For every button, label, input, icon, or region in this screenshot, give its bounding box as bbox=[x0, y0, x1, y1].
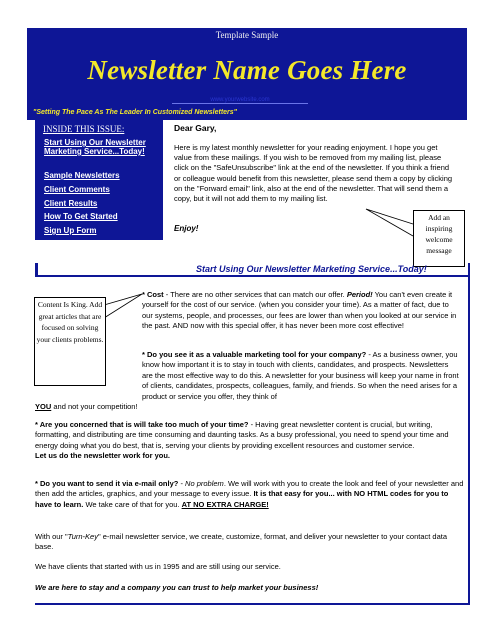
no-problem: No problem bbox=[185, 479, 224, 488]
time-text: - Having great newsletter content is crucial, but writing, formatting, and distributing are time consuming and daunting tasks. As a busy professional, you need to spend your time and energy doing what you do best, that is, serving your clients by providing excellent resources and customer service. bbox=[35, 420, 449, 450]
cost-paragraph bbox=[142, 290, 460, 332]
time-paragraph bbox=[35, 420, 465, 462]
turnkey-italic: Turn-Key bbox=[67, 532, 98, 541]
time-lead: * Are you concerned that is will take too much of your time? bbox=[35, 420, 249, 429]
toc-link-sign-up-form[interactable]: Sign Up Form bbox=[44, 226, 97, 235]
bottom-rule bbox=[35, 603, 470, 605]
cost-lead: * Cost bbox=[142, 290, 164, 299]
intro-paragraph: Here is my latest monthly newsletter for your reading enjoyment. I hope you get value from these mailings. If you wish to be removed from my mailing list, please click on the "SafeUnsubscribe" link at the end of the newsletter. If you think a friend or colleague would benefit from this newsletter, please send them a copy by clicking on the "Forward email" link, also at the end of the newsletter. That will send them a copy, but it will not add them to my mailing list. bbox=[174, 143, 453, 204]
toc-link-newsletter-service[interactable]: Start Using Our Newsletter Marketing Service...Today! bbox=[44, 138, 146, 156]
closing-paragraph: We are here to stay and a company you can trust to help market your business! bbox=[35, 583, 319, 592]
turnkey-text-2: " e-mail newsletter service, we create, customize, format, and deliver your newsletter to your contact data base. bbox=[35, 532, 448, 552]
turnkey-text-1: With our " bbox=[35, 532, 68, 541]
email-paragraph bbox=[35, 479, 465, 510]
email-text-2: We take care of that for you. bbox=[83, 499, 182, 509]
section-rule bbox=[35, 275, 470, 277]
newsletter-title: Newsletter Name Goes Here bbox=[87, 55, 407, 85]
welcome-callout: Add an inspiring welcome message bbox=[413, 210, 465, 267]
greeting: Dear Gary, bbox=[174, 123, 217, 133]
article-heading: Start Using Our Newsletter Marketing Service...Today! bbox=[196, 264, 427, 274]
turnkey-paragraph bbox=[35, 532, 465, 553]
tool-paragraph-end bbox=[35, 402, 465, 412]
tool-text: - As a business owner, you know how important it is to stay in touch with clients, candidates, and prospects. Newsletters are the most effective way to do this. A newsletter for your business will keep your name in front of clients, candidates, prospects, colleagues, family, and friends. So when the need arises for a product or service you offer, they think of bbox=[142, 350, 459, 401]
email-lead: * Do you want to send it via e-mail only? bbox=[35, 479, 179, 488]
signoff: Enjoy! bbox=[174, 224, 199, 233]
right-rule bbox=[468, 263, 470, 605]
toc-link-client-comments[interactable]: Client Comments bbox=[44, 185, 110, 194]
website-link[interactable]: www.yourwebsite.com bbox=[172, 97, 308, 104]
content-callout: Content Is King. Add great articles that are focused on solving your clients problems. bbox=[34, 297, 106, 386]
cost-text: - There are no other services that can match our offer. bbox=[163, 290, 347, 299]
period-emphasis: Period! bbox=[346, 290, 373, 299]
since-1995-paragraph: We have clients that started with us in 1995 and are still using our service. bbox=[35, 562, 281, 571]
cost-text-2: You can't even create it yourself for the cost of our service. (when you consider your time). As a matter of fact, due to our systems, people, and processes, our fees are lower than when you looked at our service in the past. AND now with this special offer, it has never been more cost effective! bbox=[142, 290, 457, 331]
email-bold: It is that easy for you... with NO HTML codes for you to have to learn. bbox=[35, 489, 449, 509]
toc-link-client-results[interactable]: Client Results bbox=[44, 199, 98, 208]
toc-link-how-to-get-started[interactable]: How To Get Started bbox=[44, 212, 118, 221]
email-text: . We will work with you to create the look and feel of your newsletter and then add the articles, graphics, and your message to every issue. bbox=[35, 479, 464, 499]
time-bold: Let us do the newsletter work for you. bbox=[35, 451, 171, 461]
you-emphasis: YOU bbox=[35, 402, 52, 411]
tool-lead: * Do you see it as a valuable marketing tool for your company? bbox=[142, 350, 367, 359]
template-label: Template Sample bbox=[215, 30, 279, 40]
section-rule-left bbox=[35, 263, 38, 275]
extra-charge: AT NO EXTRA CHARGE! bbox=[181, 499, 269, 509]
toc-heading: INSIDE THIS ISSUE: bbox=[43, 124, 125, 134]
tool-paragraph bbox=[142, 350, 460, 402]
email-dash: - bbox=[178, 479, 186, 488]
tagline: "Setting The Pace As The Leader In Customized Newsletters" bbox=[33, 109, 237, 116]
tool-end: and not your competition! bbox=[51, 402, 138, 411]
toc-link-sample-newsletters[interactable]: Sample Newsletters bbox=[44, 171, 120, 180]
